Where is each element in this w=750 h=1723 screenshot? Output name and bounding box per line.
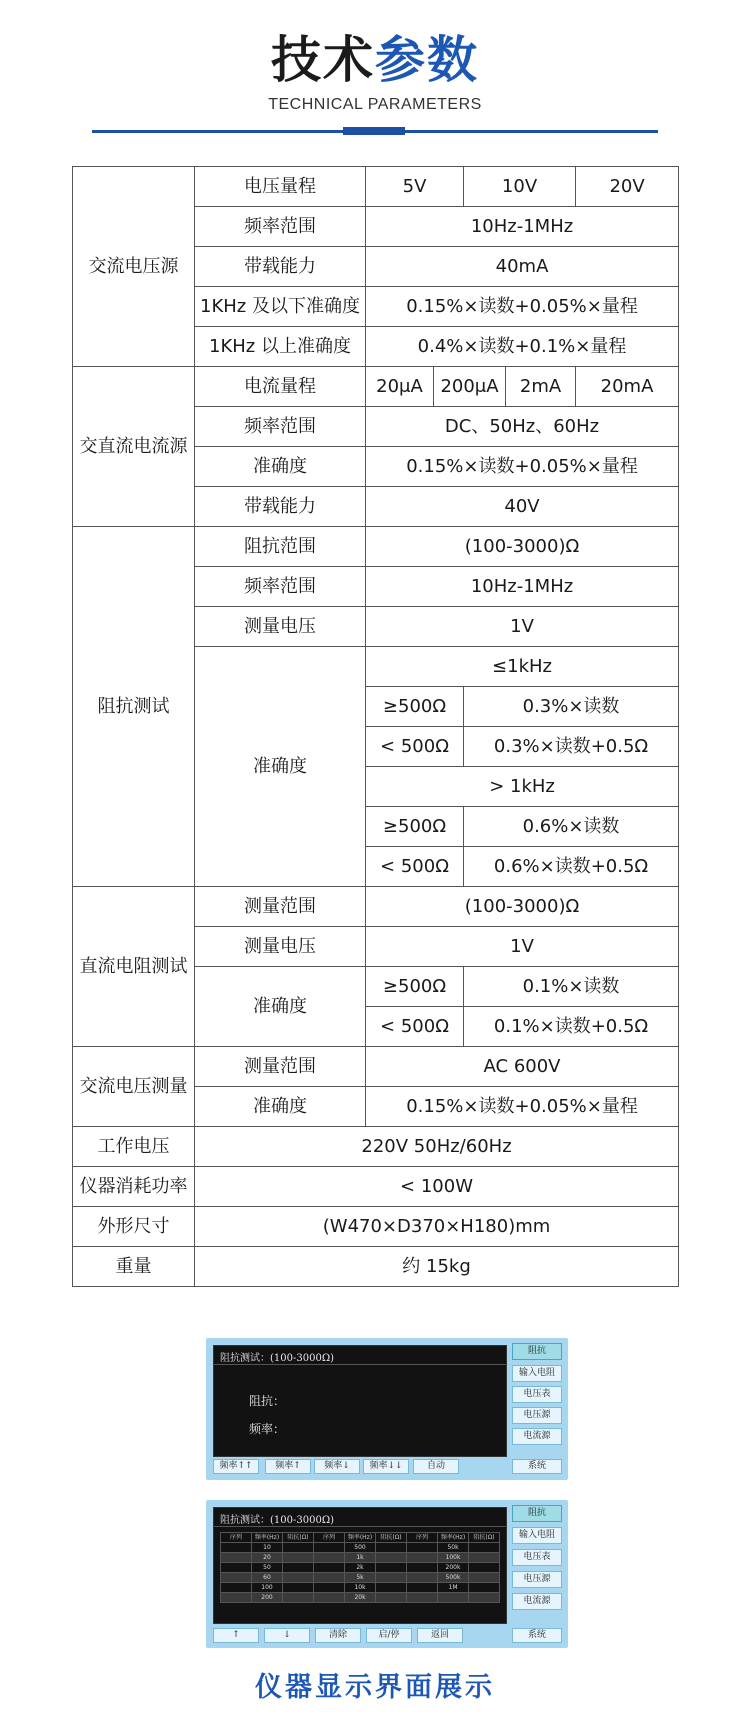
cell [314,1573,345,1583]
table-row [73,1047,679,1087]
param-label: 阻抗范围 [195,527,366,567]
param-value: 0.15%×读数+0.05%×量程 [366,287,679,327]
accuracy-value: 0.6%×读数 [464,807,679,847]
header-cell: 序列 [314,1533,345,1543]
cell [221,1543,252,1553]
cell [469,1563,500,1573]
cell [283,1573,314,1583]
menu-impedance-button[interactable]: 阻抗 [512,1343,562,1360]
accuracy-value: 0.1%×读数 [464,967,679,1007]
cell [221,1593,252,1603]
cell [221,1573,252,1583]
category-ac-voltage-source: 交流电压源 [73,167,195,367]
cell: 10 [252,1543,283,1553]
param-value: 1V [366,927,679,967]
param-label: 频率范围 [195,407,366,447]
param-label: 准确度 [195,647,366,887]
param-label: 测量电压 [195,607,366,647]
table-row [221,1553,500,1563]
menu-voltmeter-button[interactable]: 电压表 [512,1549,562,1566]
cell [283,1593,314,1603]
param-label: 1KHz 以上准确度 [195,327,366,367]
menu-current-source-button[interactable]: 电流源 [512,1428,562,1445]
page-title [0,28,750,92]
cell [314,1563,345,1573]
cell [376,1583,407,1593]
cell [221,1553,252,1563]
system-button[interactable]: 系统 [512,1628,562,1643]
cell [407,1553,438,1563]
general-label: 仪器消耗功率 [73,1167,195,1207]
cell [376,1543,407,1553]
cell [376,1573,407,1583]
header-cell: 频率(Hz) [252,1533,283,1543]
param-label: 测量范围 [195,1047,366,1087]
screen-title: 阻抗测试：(100-3000Ω) [220,1353,335,1364]
param-value: AC 600V [366,1047,679,1087]
menu-input-resistance-button[interactable]: 输入电阻 [512,1527,562,1544]
range-value: 2mA [506,367,576,407]
param-label: 准确度 [195,967,366,1047]
param-label: 电压量程 [195,167,366,207]
frequency-readout-label: 频率： [249,1422,286,1436]
general-label: 重量 [73,1247,195,1287]
impedance-readout-label: 阻抗： [249,1394,286,1408]
cell [407,1563,438,1573]
cell [438,1593,469,1603]
cell: 100k [438,1553,469,1563]
cell [407,1543,438,1553]
cell [314,1593,345,1603]
cell [314,1543,345,1553]
instrument-screen-sweep [206,1500,568,1648]
freq-up-button[interactable]: 频率↑ [265,1459,311,1474]
condition-value: ≥500Ω [366,807,464,847]
range-value: 20mA [576,367,679,407]
return-button[interactable]: 返回 [417,1628,463,1643]
cell [407,1573,438,1583]
param-value: 40mA [366,247,679,287]
cell: 2k [345,1563,376,1573]
accuracy-value: 0.6%×读数+0.5Ω [464,847,679,887]
cell [376,1593,407,1603]
param-label: 测量范围 [195,887,366,927]
param-label: 频率范围 [195,567,366,607]
freq-down-fast-button[interactable]: 频率↓↓ [363,1459,409,1474]
system-button[interactable]: 系统 [512,1459,562,1474]
header-cell: 序列 [407,1533,438,1543]
condition-value: ≥500Ω [366,967,464,1007]
sweep-table [220,1532,500,1603]
category-ac-voltage-measure: 交流电压测量 [73,1047,195,1127]
header-cell: 阻抗(Ω) [283,1533,314,1543]
title-part-dark: 技术 [271,31,375,89]
cell [314,1583,345,1593]
cell [221,1583,252,1593]
auto-button[interactable]: 自动 [413,1459,459,1474]
page-subtitle: TECHNICAL PARAMETERS [268,96,482,113]
table-row [73,1207,679,1247]
table-row [73,887,679,927]
param-label: 测量电压 [195,927,366,967]
condition-value: < 500Ω [366,1007,464,1047]
cell: 200k [438,1563,469,1573]
cell [283,1543,314,1553]
header-cell: 序列 [221,1533,252,1543]
spec-table [72,166,679,1287]
band-label: ≤1kHz [366,647,679,687]
accuracy-value: 0.3%×读数+0.5Ω [464,727,679,767]
cell: 60 [252,1573,283,1583]
param-value: 40V [366,487,679,527]
screen-divider [214,1364,506,1365]
divider-accent [343,127,405,135]
table-row [221,1563,500,1573]
general-value: (W470×D370×H180)mm [195,1207,679,1247]
general-value: 220V 50Hz/60Hz [195,1127,679,1167]
range-value: 5V [366,167,464,207]
table-row [221,1573,500,1583]
param-label: 带载能力 [195,247,366,287]
freq-down-button[interactable]: 频率↓ [314,1459,360,1474]
cell: 50k [438,1543,469,1553]
menu-current-source-button[interactable]: 电流源 [512,1593,562,1610]
display-caption: 仪器显示界面展示 [255,1672,495,1703]
cell: 500k [438,1573,469,1583]
clear-button[interactable]: 清除 [315,1628,361,1643]
menu-voltage-source-button[interactable]: 电压源 [512,1407,562,1424]
general-value: 约 15kg [195,1247,679,1287]
display-area [213,1345,507,1457]
param-label: 准确度 [195,447,366,487]
instrument-screen-measure [206,1338,568,1480]
cell: 50 [252,1563,283,1573]
range-value: 10V [464,167,576,207]
param-label: 准确度 [195,1087,366,1127]
general-label: 外形尺寸 [73,1207,195,1247]
header-cell: 频率(Hz) [438,1533,469,1543]
condition-value: < 500Ω [366,727,464,767]
cell [407,1583,438,1593]
cell: 100 [252,1583,283,1593]
cell [469,1583,500,1593]
param-value: (100-3000)Ω [366,527,679,567]
cell: 5k [345,1573,376,1583]
table-row [73,1167,679,1207]
accuracy-value: 0.1%×读数+0.5Ω [464,1007,679,1047]
condition-value: < 500Ω [366,847,464,887]
screen-title: 阻抗测试：(100-3000Ω) [220,1515,335,1526]
menu-voltmeter-button[interactable]: 电压表 [512,1386,562,1403]
scroll-down-button[interactable]: ↓ [264,1628,310,1643]
header-cell: 阻抗(Ω) [376,1533,407,1543]
screen-divider [214,1526,506,1527]
param-value: (100-3000)Ω [366,887,679,927]
category-acdc-current-source: 交直流电流源 [73,367,195,527]
range-value: 20V [576,167,679,207]
param-label: 频率范围 [195,207,366,247]
cell [407,1593,438,1603]
table-row [221,1543,500,1553]
condition-value: ≥500Ω [366,687,464,727]
param-label: 电流量程 [195,367,366,407]
table-header-row [221,1533,500,1543]
param-value: 0.15%×读数+0.05%×量程 [366,1087,679,1127]
category-impedance-test: 阻抗测试 [73,527,195,887]
param-value: 1V [366,607,679,647]
header-cell: 频率(Hz) [345,1533,376,1543]
cell [376,1563,407,1573]
header-cell: 阻抗(Ω) [469,1533,500,1543]
cell [469,1593,500,1603]
scroll-up-button[interactable]: ↑ [213,1628,259,1643]
display-area [213,1507,507,1624]
range-value: 20μA [366,367,434,407]
param-value: DC、50Hz、60Hz [366,407,679,447]
menu-input-resistance-button[interactable]: 输入电阻 [512,1365,562,1382]
category-dc-resistance-test: 直流电阻测试 [73,887,195,1047]
cell [469,1573,500,1583]
cell [314,1553,345,1563]
table-row [73,367,679,407]
cell [376,1553,407,1563]
cell: 1k [345,1553,376,1563]
cell: 10k [345,1583,376,1593]
param-value: 10Hz-1MHz [366,567,679,607]
param-value: 0.4%×读数+0.1%×量程 [366,327,679,367]
range-value: 200μA [434,367,506,407]
cell [283,1583,314,1593]
table-row [73,527,679,567]
cell [469,1543,500,1553]
freq-up-fast-button[interactable]: 频率↑↑ [213,1459,259,1474]
cell [221,1563,252,1573]
cell: 500 [345,1543,376,1553]
title-part-blue: 参数 [375,31,479,89]
start-stop-button[interactable]: 启/停 [366,1628,412,1643]
param-label: 1KHz 及以下准确度 [195,287,366,327]
cell: 1M [438,1583,469,1593]
cell: 20 [252,1553,283,1563]
cell [283,1553,314,1563]
table-row [221,1583,500,1593]
param-value: 0.15%×读数+0.05%×量程 [366,447,679,487]
cell: 200 [252,1593,283,1603]
menu-voltage-source-button[interactable]: 电压源 [512,1571,562,1588]
table-row [73,1127,679,1167]
cell [469,1553,500,1563]
param-label: 带载能力 [195,487,366,527]
param-value: 10Hz-1MHz [366,207,679,247]
accuracy-value: 0.3%×读数 [464,687,679,727]
section-header [0,0,750,140]
cell: 20k [345,1593,376,1603]
table-row [73,1247,679,1287]
table-row [73,167,679,207]
menu-impedance-button[interactable]: 阻抗 [512,1505,562,1522]
band-label: > 1kHz [366,767,679,807]
table-row [221,1593,500,1603]
general-value: < 100W [195,1167,679,1207]
general-label: 工作电压 [73,1127,195,1167]
cell [283,1563,314,1573]
